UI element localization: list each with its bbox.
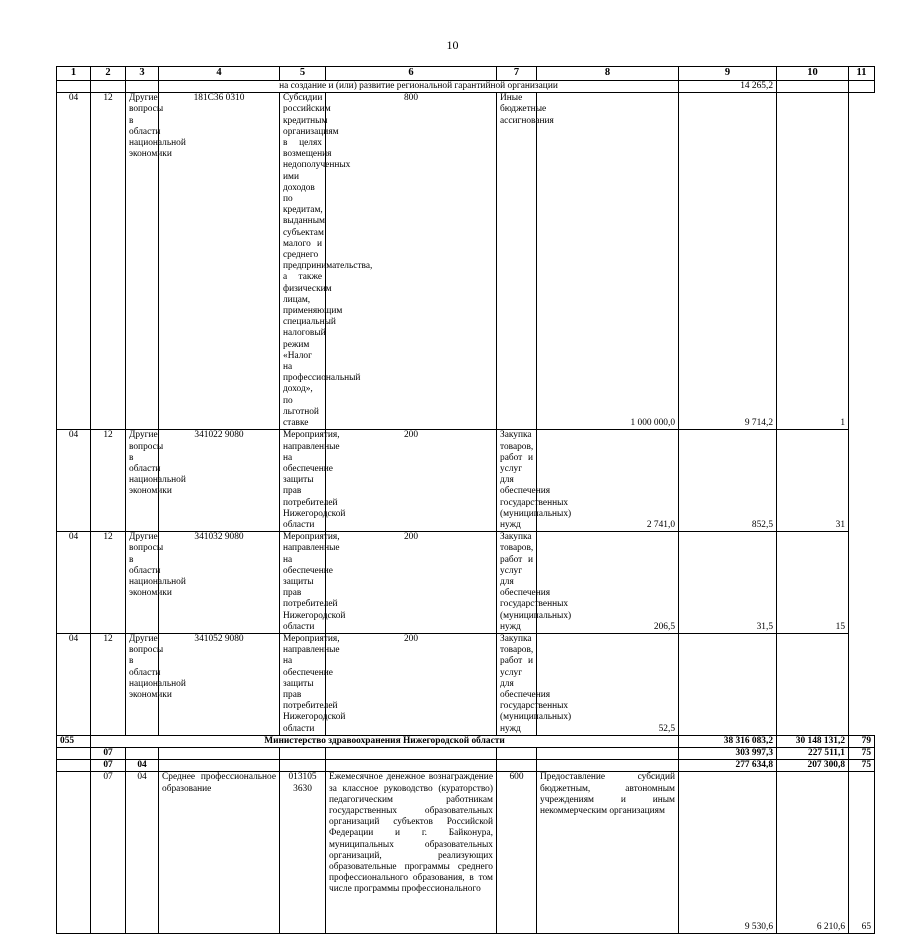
cell-code: 341052 9080 bbox=[159, 633, 280, 735]
col-header: 5 bbox=[280, 67, 326, 81]
cell-section: 04 bbox=[57, 633, 91, 735]
cell-name: Другие вопросы в области национальной экономики bbox=[126, 93, 159, 430]
ministry-row bbox=[57, 735, 875, 747]
cell-type-name: Закупка товаров, работ и услуг для обеспечения государственных (муниципальных) нужд bbox=[497, 430, 537, 532]
cell-code: 181С36 0310 bbox=[159, 93, 280, 430]
col-header: 4 bbox=[159, 67, 280, 81]
col-header: 6 bbox=[326, 67, 497, 81]
cell-type-name: Закупка товаров, работ и услуг для обеспечения государственных (муниципальных) нужд bbox=[497, 633, 537, 735]
cell-section: 04 bbox=[57, 532, 91, 634]
col-header: 2 bbox=[91, 67, 126, 81]
cell-fact: 207 300,8 bbox=[777, 760, 849, 772]
col-header: 8 bbox=[537, 67, 679, 81]
cell-subsection: 12 bbox=[91, 532, 126, 634]
cell-code: 341022 9080 bbox=[159, 430, 280, 532]
cell-fact: 852,5 bbox=[679, 430, 777, 532]
table-row bbox=[57, 633, 875, 735]
header-row bbox=[57, 67, 875, 81]
col-header: 11 bbox=[849, 67, 875, 81]
cell-description: Субсидии российским кредитным организациям в целях возмещения недополученных ими доходов по кредитам, выданным субъектам малого и среднего предпринимательства, а также физическим лицам, применяющим специальный налоговый режим «Налог на профессиональный доход», по льготной ставке bbox=[280, 93, 326, 430]
cell-section: 04 bbox=[57, 430, 91, 532]
cell-type-code: 200 bbox=[326, 633, 497, 735]
cell-percent: 65 bbox=[849, 772, 875, 934]
col-header: 9 bbox=[679, 67, 777, 81]
cell-percent: 1 bbox=[777, 93, 849, 430]
cell-subsection: 12 bbox=[91, 93, 126, 430]
cell-percent: 75 bbox=[849, 760, 875, 772]
cell-name: Другие вопросы в области национальной экономики bbox=[126, 532, 159, 634]
table-row bbox=[57, 532, 875, 634]
cell-section: 07 bbox=[91, 772, 126, 934]
cell-percent: 31 bbox=[777, 430, 849, 532]
cell-section: 07 bbox=[91, 747, 126, 759]
subsection-row bbox=[57, 760, 875, 772]
cell-type-name: Иные бюджетные ассигнования bbox=[497, 93, 537, 430]
cell-type-code: 800 bbox=[326, 93, 497, 430]
table-row bbox=[57, 93, 875, 430]
cell-description: Мероприятия, направленные на обеспечение защиты прав потребителей Нижегородской области bbox=[280, 532, 326, 634]
cell-type-code: 200 bbox=[326, 430, 497, 532]
continuation-text: на создание и (или) развитие региональной гарантийной организации bbox=[159, 81, 679, 93]
cell-plan: 2 741,0 bbox=[537, 430, 679, 532]
cell-type-code: 200 bbox=[326, 532, 497, 634]
cell-section: 04 bbox=[57, 93, 91, 430]
table-row bbox=[57, 430, 875, 532]
ministry-name: Министерство здравоохранения Нижегородской области bbox=[91, 735, 679, 747]
cell-type-name: Закупка товаров, работ и услуг для обеспечения государственных (муниципальных) нужд bbox=[497, 532, 537, 634]
cell-subsection: 04 bbox=[126, 760, 159, 772]
cell-fact: 9 714,2 bbox=[679, 93, 777, 430]
cell-description: Ежемесячное денежное вознаграждение за классное руководство (кураторство) педагогическим работникам государственных образовательных организаций субъектов Российской Федерации и г. Байконура, муниципальных образовательных организаций, реализующих образовательные программы среднего профессионального образования, в том числе программы профессионального bbox=[326, 772, 497, 934]
cell-code: 341032 9080 bbox=[159, 532, 280, 634]
cell-plan: 52,5 bbox=[537, 633, 679, 735]
col-header: 10 bbox=[777, 67, 849, 81]
cell-sum: 14 265,2 bbox=[679, 81, 777, 93]
cell-plan: 277 634,8 bbox=[679, 760, 777, 772]
cell-type-code: 600 bbox=[497, 772, 537, 934]
cell-subsection: 12 bbox=[91, 430, 126, 532]
table-row bbox=[57, 772, 875, 934]
cell-subsection: 12 bbox=[91, 633, 126, 735]
cell-section: 07 bbox=[91, 760, 126, 772]
cell-type-name: Предоставление субсидий бюджетным, автономным учреждениям и иным некоммерческим организациям bbox=[537, 772, 679, 934]
cell-code: 013105 3630 bbox=[280, 772, 326, 934]
cell-name: Другие вопросы в области национальной экономики bbox=[126, 430, 159, 532]
cell-percent bbox=[777, 633, 849, 735]
cell-percent: 75 bbox=[849, 747, 875, 759]
cell-fact: 31,5 bbox=[679, 532, 777, 634]
cell-fact bbox=[679, 633, 777, 735]
cell-description: Мероприятия, направленные на обеспечение защиты прав потребителей Нижегородской области bbox=[280, 430, 326, 532]
cell-plan: 38 316 083,2 bbox=[679, 735, 777, 747]
cell-name: Среднее профессиональное образование bbox=[159, 772, 280, 934]
ministry-code: 055 bbox=[57, 735, 91, 747]
col-header: 3 bbox=[126, 67, 159, 81]
cell-plan: 9 530,6 bbox=[679, 772, 777, 934]
cell-percent: 15 bbox=[777, 532, 849, 634]
cell-plan: 1 000 000,0 bbox=[537, 93, 679, 430]
cell-fact: 6 210,6 bbox=[777, 772, 849, 934]
cell-plan: 303 997,3 bbox=[679, 747, 777, 759]
cell-plan: 206,5 bbox=[537, 532, 679, 634]
page-number: 10 bbox=[446, 38, 459, 52]
table-row-continuation bbox=[57, 81, 875, 93]
section-row bbox=[57, 747, 875, 759]
cell-fact: 227 511,1 bbox=[777, 747, 849, 759]
cell-name: Другие вопросы в области национальной экономики bbox=[126, 633, 159, 735]
cell-percent: 79 bbox=[849, 735, 875, 747]
cell-description: Мероприятия, направленные на обеспечение защиты прав потребителей Нижегородской области bbox=[280, 633, 326, 735]
col-header: 1 bbox=[57, 67, 91, 81]
cell-subsection: 04 bbox=[126, 772, 159, 934]
cell-fact: 30 148 131,2 bbox=[777, 735, 849, 747]
budget-table bbox=[56, 66, 875, 934]
col-header: 7 bbox=[497, 67, 537, 81]
